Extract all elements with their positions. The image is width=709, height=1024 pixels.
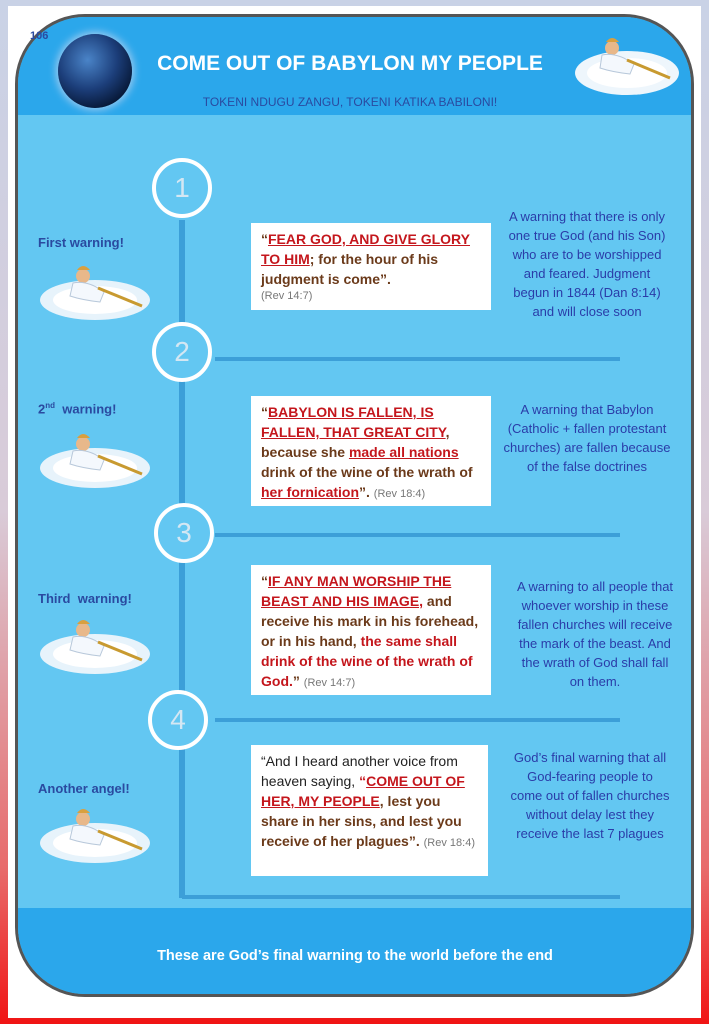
- step-label-2-number: 2: [38, 401, 46, 417]
- verse-1-emphasis: FEAR GOD, AND GIVE GLORY TO HIM: [261, 231, 470, 267]
- verse-4-emphasis: COME OUT OF HER, MY PEOPLE: [261, 773, 465, 809]
- verse-2-emphasis-2: made all nations: [348, 444, 459, 460]
- verse-2-text-2: drink of the wine of the wrath of: [261, 464, 473, 480]
- verse-2-text-1: , because she: [261, 424, 450, 460]
- verse-2-text-3: ”.: [359, 484, 370, 500]
- verse-2-open-quote: “: [261, 404, 268, 420]
- verse-box-3: [251, 565, 491, 695]
- verse-3-reference: (Rev 14:7): [303, 677, 356, 689]
- angel-icon-3: [38, 614, 153, 676]
- verse-1-open-quote: “: [261, 231, 268, 247]
- verse-box-2: [251, 396, 491, 506]
- step-label-2-text: warning!: [55, 401, 117, 417]
- verse-1-reference: (Rev 14:7): [261, 290, 313, 302]
- angel-icon-2: [38, 428, 153, 490]
- verse-3-open-quote: “: [261, 573, 268, 589]
- verse-2-reference: (Rev 18:4): [373, 488, 426, 500]
- angel-icon-header: [572, 28, 682, 98]
- verse-box-1: [251, 223, 491, 310]
- note-1: A warning that there is only one true God (and his Son) who are to be worshipped and feared. Judgment begun in 1844 (Dan 8:14) and will close soon: [508, 209, 666, 319]
- step-label-1: First warning!: [38, 235, 124, 250]
- step-label-4: Another angel!: [38, 781, 130, 796]
- timeline-branch-2: [215, 357, 620, 361]
- footer-text: These are God’s final warning to the world before the end: [157, 948, 553, 964]
- timeline-branch-3: [215, 533, 620, 537]
- timeline-bottom-line: [182, 895, 620, 899]
- page-title: COME OUT OF BABYLON MY PEOPLE: [157, 52, 543, 75]
- timeline-branch-4: [215, 718, 620, 722]
- page-subtitle: TOKENI NDUGU ZANGU, TOKENI KATIKA BABILONI!: [202, 95, 498, 109]
- verse-1-text: ; for the hour of his judgment is come”.: [261, 251, 439, 287]
- verse-3-emphasis: IF ANY MAN WORSHIP THE BEAST AND HIS IMAGE,: [261, 573, 452, 609]
- page-number: 106: [30, 30, 49, 42]
- step-number-4: 4: [148, 690, 208, 750]
- step-label-2: [38, 401, 116, 416]
- verse-box-4: [251, 745, 488, 876]
- note-2: A warning that Babylon (Catholic + fallen protestant churches) are fallen because of the false doctrines: [503, 402, 671, 474]
- step-number-1: 1: [152, 158, 212, 218]
- verse-4-open-quote: “: [359, 773, 367, 789]
- step-label-2-suffix: nd: [45, 401, 56, 410]
- angel-icon-4: [38, 803, 153, 865]
- verse-3-emphasis-2: the same shall drink of the wine of the wrath of God.: [261, 633, 473, 689]
- note-3: A warning to all people that whoever worship in these fallen churches will receive the mark of the beast. And the wrath of God shall fall on them.: [516, 579, 674, 689]
- step-number-3: 3: [154, 503, 214, 563]
- verse-2-emphasis: BABYLON IS FALLEN, IS FALLEN, THAT GREAT CITY: [261, 404, 446, 440]
- angel-icon-1: [38, 260, 153, 322]
- verse-3-text-1: and receive his mark in his forehead, or in his hand,: [261, 593, 479, 649]
- step-number-2: 2: [152, 322, 212, 382]
- verse-3-text-2: ”: [292, 673, 300, 689]
- verse-4-text: , lest you share in her sins, and lest you receive of her plagues”.: [261, 793, 462, 849]
- verse-4-reference: (Rev 18:4): [423, 837, 475, 849]
- verse-2-emphasis-3: her fornication: [261, 484, 360, 500]
- verse-4-intro: “And I heard another voice from heaven saying,: [261, 753, 458, 789]
- note-4: God’s final warning that all God-fearing people to come out of fallen churches without delay lest they receive the last 7 plagues: [510, 750, 670, 841]
- step-label-3: Third warning!: [38, 591, 132, 606]
